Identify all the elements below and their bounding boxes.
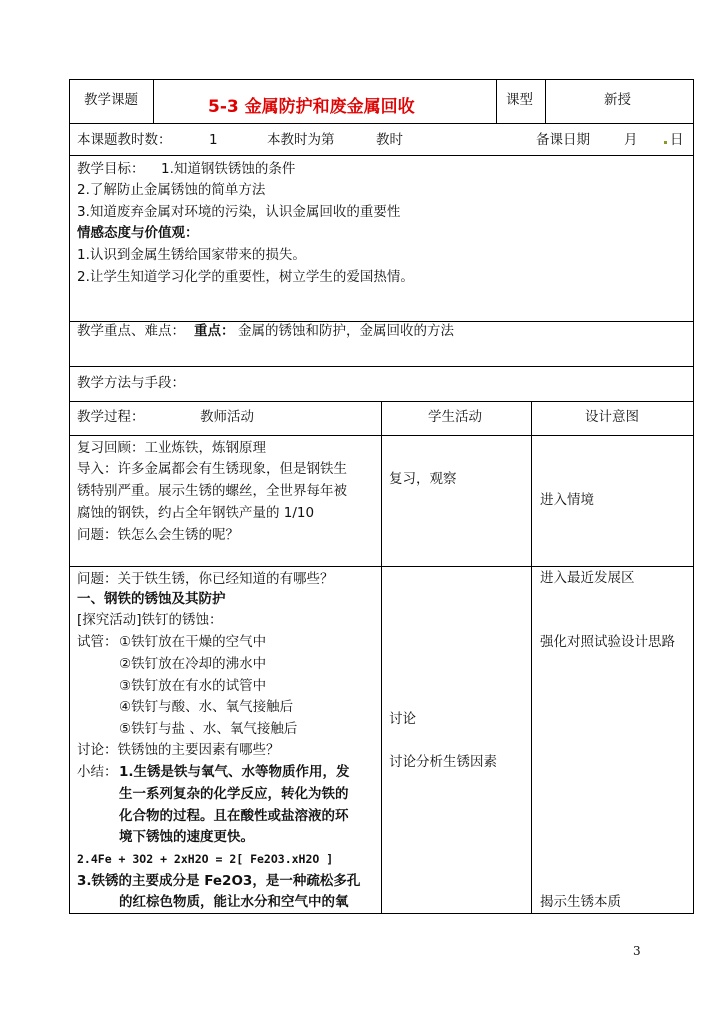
page-number: 3 bbox=[633, 944, 641, 958]
tubes-label: 试管： bbox=[77, 634, 118, 650]
total-hours-label: 本课题教时数： bbox=[77, 132, 172, 148]
activity-line: [探究活动]铁钉的锈蚀： bbox=[77, 612, 223, 628]
review-line: 复习回顾：工业炼铁，炼钢原理 bbox=[77, 440, 266, 456]
student-activity-header: 学生活动 bbox=[428, 409, 482, 425]
row-divider bbox=[69, 366, 694, 367]
summary-line: 化合物的过程。且在酸性或盐溶液的环 bbox=[119, 808, 349, 824]
summary-line: 境下锈蚀的速度更快。 bbox=[119, 829, 254, 845]
focus-label: 教学重点、难点： bbox=[77, 323, 185, 339]
attitude-label: 情感态度与价值观： bbox=[77, 225, 199, 241]
goal-item: 2.了解防止金属锈蚀的简单方法 bbox=[77, 182, 266, 198]
col-divider bbox=[381, 401, 382, 914]
type-value: 新授 bbox=[604, 92, 631, 108]
subject-label: 教学课题 bbox=[84, 92, 138, 108]
focus-key-label: 重点： bbox=[194, 323, 235, 339]
student-review: 复习，观察 bbox=[389, 471, 457, 487]
tube-item: ④铁钉与酸、水、氧气接触后 bbox=[119, 699, 294, 715]
student-discuss: 讨论 bbox=[389, 711, 416, 727]
nth-hour-suffix: 教时 bbox=[376, 132, 403, 148]
summary-line: 生一系列复杂的化学反应，转化为铁的 bbox=[119, 786, 349, 802]
col-divider bbox=[545, 79, 546, 123]
row-divider bbox=[69, 155, 694, 156]
intro-line: 腐蚀的钢铁，约占全年钢铁产量的 1/10 bbox=[77, 505, 315, 521]
total-hours-value: 1 bbox=[209, 132, 218, 148]
goal-item: 3.知道废弃金属对环境的污染，认识金属回收的重要性 bbox=[77, 204, 401, 220]
tube-item: ③铁钉放在有水的试管中 bbox=[119, 678, 267, 694]
summary-line: 1.生锈是铁与氧气、水等物质作用，发 bbox=[119, 764, 350, 780]
summary-label: 小结： bbox=[77, 764, 118, 780]
row-divider bbox=[69, 321, 694, 322]
rust-composition-line: 的红棕色物质，能让水分和空气中的氧 bbox=[119, 894, 349, 910]
intro-line: 锈特别严重。展示生锈的螺丝，全世界每年被 bbox=[77, 483, 347, 499]
rust-composition-line: 3.铁锈的主要成分是 Fe2O3，是一种疏松多孔 bbox=[77, 873, 361, 889]
row-divider bbox=[69, 123, 694, 124]
col-divider bbox=[153, 79, 154, 123]
design-strengthen: 强化对照试验设计思路 bbox=[540, 634, 675, 650]
question-line: 问题：铁怎么会生锈的呢？ bbox=[77, 527, 239, 543]
methods-label: 教学方法与手段： bbox=[77, 375, 185, 391]
stray-mark bbox=[664, 141, 667, 144]
design-intent-header: 设计意图 bbox=[585, 409, 639, 425]
design-reveal: 揭示生锈本质 bbox=[540, 894, 621, 910]
discuss-line: 讨论：铁锈蚀的主要因素有哪些？ bbox=[77, 742, 280, 758]
tube-item: ⑤铁钉与盐 、水、氧气接触后 bbox=[119, 721, 298, 737]
teacher-activity-header: 教师活动 bbox=[200, 409, 254, 425]
type-label: 课型 bbox=[506, 92, 533, 108]
goal-item: 1.知道钢铁锈蚀的条件 bbox=[161, 161, 296, 177]
lesson-title: 5-3 金属防护和废金属回收 bbox=[208, 97, 415, 117]
date-month: 月 bbox=[624, 132, 638, 148]
tube-item: ②铁钉放在冷却的沸水中 bbox=[119, 656, 267, 672]
design-context: 进入情境 bbox=[540, 492, 594, 508]
design-zone: 进入最近发展区 bbox=[540, 570, 635, 586]
tube-item: ①铁钉放在干燥的空气中 bbox=[119, 634, 267, 650]
equation: 2.4Fe + 3O2 + 2xH2O = 2[ Fe2O3.xH2O ] bbox=[77, 852, 334, 866]
intro-line: 导入：许多金属都会有生锈现象，但是钢铁生 bbox=[77, 461, 347, 477]
col-divider bbox=[531, 401, 532, 914]
col-divider bbox=[496, 79, 497, 123]
focus-key-text: 金属的锈蚀和防护，金属回收的方法 bbox=[238, 323, 454, 339]
attitude-item: 1.认识到金属生锈给国家带来的损失。 bbox=[77, 247, 306, 263]
date-day: 日 bbox=[670, 132, 684, 148]
goals-label: 教学目标： bbox=[77, 161, 145, 177]
nth-hour-label: 本教时为第 bbox=[267, 132, 335, 148]
question-line: 问题：关于铁生锈，你已经知道的有哪些？ bbox=[77, 571, 334, 587]
date-label: 备课日期 bbox=[536, 132, 590, 148]
section-heading: 一、钢铁的锈蚀及其防护 bbox=[77, 591, 226, 607]
attitude-item: 2.让学生知道学习化学的重要性，树立学生的爱国热情。 bbox=[77, 269, 414, 285]
student-analyze: 讨论分析生锈因素 bbox=[389, 754, 497, 770]
process-label: 教学过程： bbox=[77, 409, 145, 425]
